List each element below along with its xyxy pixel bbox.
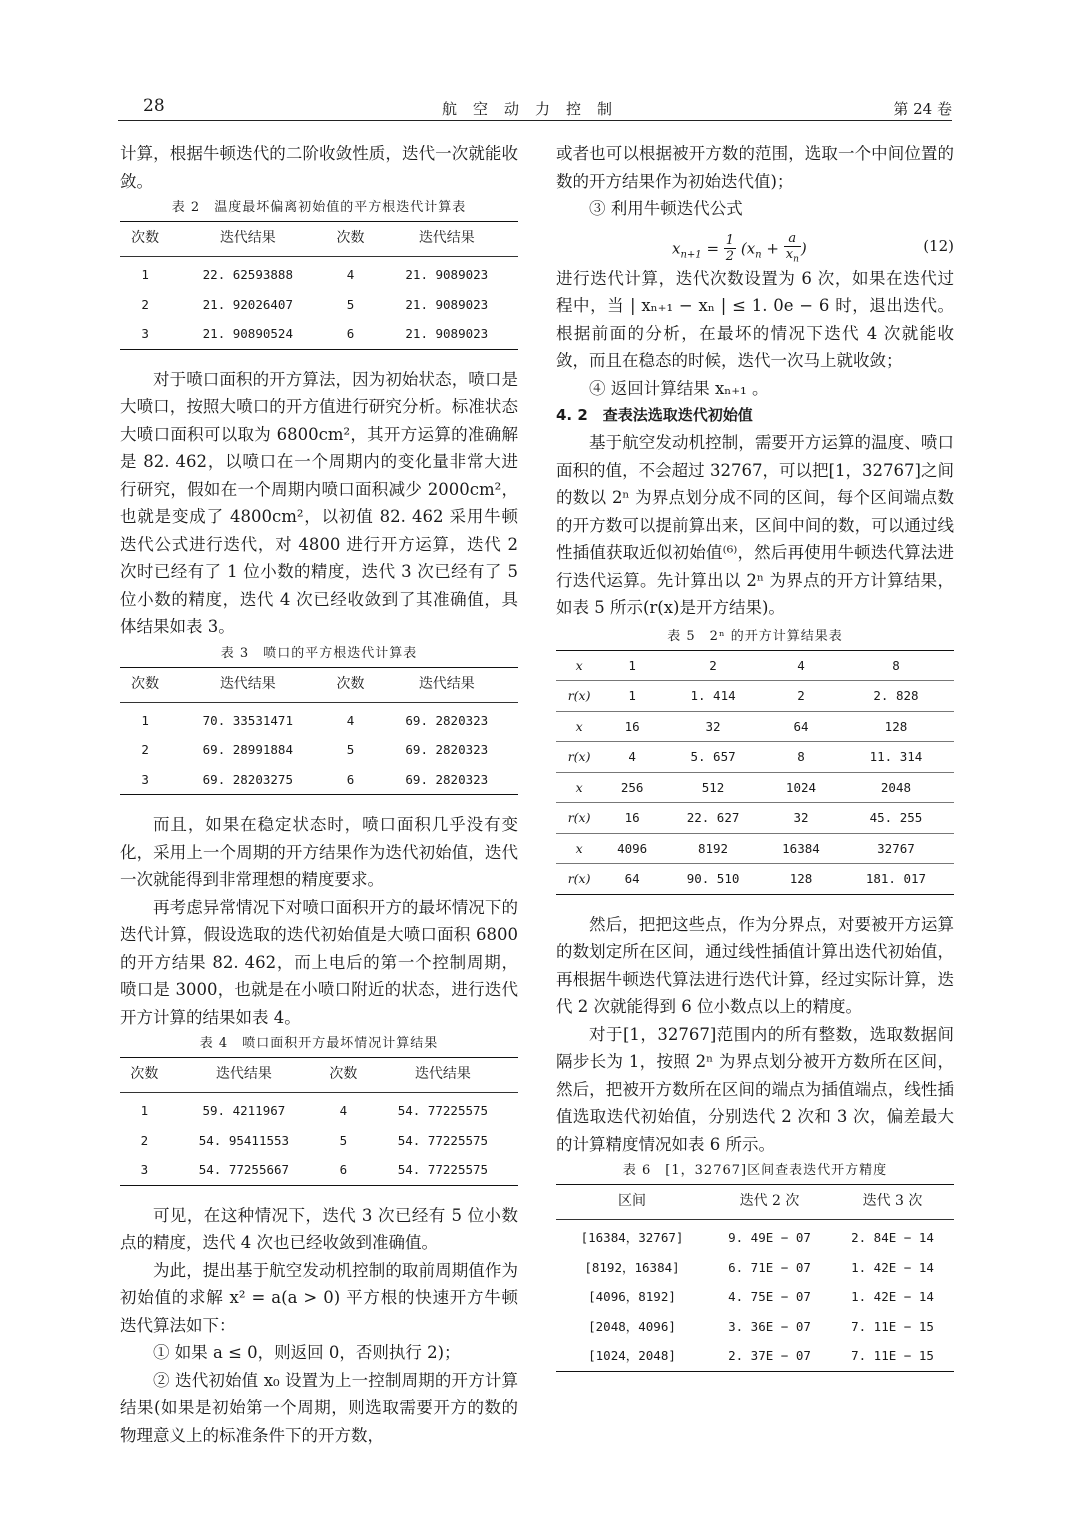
table-cell: 69. 28991884	[202, 742, 293, 757]
table-5	[556, 650, 954, 895]
paragraph-lookup: 基于航空发动机控制，需要开方运算的温度、喷口面积的值，不会超过 32767，可以把[1，32767]之间的数以 2ⁿ 为界点划分成不同的区间，每个区间端点数的开方数可以提前算出来，区间中间的数，可以通过线性插值获取近似初始值⁽⁶⁾，然后再使用牛顿迭代算法进行迭代运算。先计算出以 2ⁿ 为界点的开方计算结果，如表 5 所示(r(x)是开方结果)。	[556, 433, 954, 617]
table-row	[120, 1093, 518, 1126]
page-number: 28	[143, 96, 165, 116]
table-4	[120, 1057, 518, 1186]
table-row	[556, 1312, 954, 1342]
fraction-x-subscript: n	[793, 254, 799, 265]
table4-caption: 表 4 喷口面积开方最坏情况计算结果	[199, 1036, 439, 1051]
table-cell: 2. 828	[838, 681, 954, 712]
table-cell: 4	[602, 742, 662, 773]
table-cell: 22. 62593888	[202, 267, 293, 282]
table-cell: 5	[346, 742, 355, 757]
table-header: 迭代 2 次	[708, 1185, 831, 1220]
table-cell: 5. 657	[662, 742, 764, 773]
table-cell: x	[556, 772, 602, 803]
table-cell: 59. 4211967	[202, 1103, 286, 1118]
paragraph-continued: 或者也可以根据被开方数的范围，选取一个中间位置的数的开方结果作为初始迭代值)；	[556, 144, 954, 191]
table-cell: 11. 314	[838, 742, 954, 773]
paragraph-then: 然后，把把这些点，作为分界点，对要被开方运算的数划定所在区间，通过线性插值计算出迭代初始值，再根据牛顿迭代算法进行迭代计算，经过实际计算，迭代 2 次就能得到 6 位小数点以上的精度。	[556, 914, 954, 1016]
table-cell: 6	[339, 1162, 348, 1177]
table-cell: 69. 2820323	[405, 712, 489, 728]
table-cell: 64	[624, 871, 640, 886]
table-cell: 8192	[662, 833, 764, 864]
table-cell: 7. 11E − 15	[851, 1348, 934, 1363]
table-header: 次数	[120, 1058, 169, 1093]
equation-number: (12)	[923, 236, 954, 255]
table-row	[120, 257, 518, 290]
section-heading-4-2: 4. 2 查表法选取迭代初始值	[556, 406, 753, 424]
table-cell: x	[556, 650, 602, 681]
table-header: 次数	[319, 1058, 368, 1093]
table6-caption: 表 6 [1，32767]区间查表迭代开方精度	[622, 1163, 888, 1178]
table-cell: 45. 255	[838, 803, 954, 834]
table-cell: 1. 42E − 14	[851, 1259, 934, 1275]
table-cell: 70. 33531471	[202, 712, 293, 728]
running-header	[118, 98, 952, 121]
table-cell: [4096，8192]	[588, 1289, 676, 1304]
table-cell: 4096	[602, 833, 662, 864]
formula-subscript-n: n	[755, 248, 762, 260]
paragraph-intro: 计算，根据牛顿迭代的二阶收敛性质，迭代一次就能收敛。	[120, 144, 518, 191]
table-cell: 54. 95411553	[198, 1132, 290, 1148]
table-cell: 16384	[764, 833, 838, 864]
paragraph-nozzle: 对于喷口面积的开方算法，因为初始状态，喷口是大喷口，按照大喷口的开方值进行研究分析。标准状态大喷口面积可以取为 6800cm²，其开方运算的准确解是 82. 462，以喷口在一个周期内的变化量非常大进行研究，假如在一个周期内喷口面积减少 2000cm²，也就是变成了 4800cm²，以初值 82. 462 采用牛顿迭代公式进行迭代，对 4800 进行开方运算，迭代 2 次时已经有了 1 位小数的精度，迭代 3 次已经有了 5 位小数的精度，迭代 4 次已经收敛到了其准确值，具体结果如表 3。	[120, 369, 518, 636]
formula-open: (x	[740, 238, 756, 257]
fraction-denominator: 2	[725, 249, 735, 265]
table-row	[556, 681, 954, 712]
table-cell: 128	[789, 871, 813, 886]
table-cell: 4	[339, 1103, 348, 1118]
table-cell: 3	[140, 1162, 149, 1177]
table-cell: 21. 9089023	[405, 296, 489, 312]
table-cell: 2048	[838, 772, 954, 803]
fraction-x: x	[785, 246, 794, 262]
table-cell: [8192，16384]	[584, 1259, 680, 1275]
table-header: 迭代结果	[169, 1058, 319, 1093]
table-cell: x	[556, 833, 602, 864]
table-cell: 69. 28203275	[202, 771, 293, 787]
fraction-numerator-a: a	[784, 231, 801, 247]
table-cell: 1	[141, 712, 149, 728]
table-cell: 1	[602, 681, 662, 712]
table-header: 迭代结果	[170, 667, 325, 702]
left-column	[120, 140, 518, 1449]
table-cell: 1. 414	[662, 681, 764, 712]
table-row	[120, 319, 518, 349]
table-row	[120, 290, 518, 320]
right-column	[556, 140, 954, 1378]
table-cell: 64	[764, 711, 838, 742]
table-cell: 4. 75E − 07	[728, 1289, 811, 1304]
table-cell: 6	[346, 771, 355, 787]
table-header: 次数	[325, 222, 375, 257]
table-cell: 90. 510	[686, 871, 740, 886]
table-cell: 69. 2820323	[405, 771, 489, 787]
table-cell: 21. 90890524	[202, 326, 293, 341]
table-header: 区间	[556, 1185, 708, 1220]
table-cell: 2	[140, 1132, 149, 1148]
table-cell: 32	[662, 711, 764, 742]
table-cell: 4	[346, 712, 355, 728]
table-6	[556, 1184, 954, 1372]
paragraph-propose: 为此，提出基于航空发动机控制的取前周期值作为初始值的求解 x² = a(a > 0) 平方根的快速开方牛顿迭代算法如下：	[120, 1260, 518, 1335]
table-cell: 16	[602, 711, 662, 742]
table-header: 次数	[325, 667, 375, 702]
table-cell: x	[556, 711, 602, 742]
table-row	[556, 1220, 954, 1253]
table-cell: 1024	[764, 772, 838, 803]
journal-title: 航空动力控制	[441, 100, 628, 118]
table-cell: 128	[838, 711, 954, 742]
table-cell: 512	[662, 772, 764, 803]
table-cell: 2	[662, 650, 764, 681]
table-cell: 256	[602, 772, 662, 803]
table-row	[120, 1126, 518, 1156]
table-cell: 2. 84E − 14	[851, 1230, 934, 1245]
table-cell: r(x)	[556, 742, 602, 773]
table-row	[556, 864, 954, 895]
table-cell: 3	[141, 771, 149, 787]
table-cell: 5	[346, 296, 355, 312]
table-cell: 3	[141, 326, 149, 341]
table-header: 迭代结果	[376, 222, 518, 257]
table-row	[120, 765, 518, 795]
table-row	[556, 803, 954, 834]
table-cell: 8	[838, 650, 954, 681]
table-header: 次数	[120, 667, 170, 702]
table-cell: 4	[764, 650, 838, 681]
formula-close: )	[800, 238, 807, 257]
table-cell: r(x)	[567, 871, 591, 886]
table-cell: 3. 36E − 07	[728, 1318, 811, 1334]
table-header: 迭代 3 次	[831, 1185, 954, 1220]
table2-caption: 表 2 温度最坏偏离初始值的平方根迭代计算表	[171, 200, 467, 215]
table-cell: 9. 49E − 07	[728, 1230, 811, 1245]
table-3	[120, 667, 518, 796]
table-cell: 16	[602, 803, 662, 834]
algorithm-step-2: ② 迭代初始值 x₀ 设置为上一控制周期的开方计算结果(如果是初始第一个周期，则选取需要开方的数的物理意义上的标准条件下的开方数，	[120, 1370, 518, 1445]
table-cell: 21. 92026407	[202, 296, 293, 312]
table-cell: 54. 77225575	[397, 1132, 489, 1148]
table-cell: [1024，2048]	[588, 1348, 676, 1363]
table-row	[120, 1155, 518, 1185]
formula-equals: =	[706, 238, 720, 257]
paragraph-steady: 而且，如果在稳定状态时，喷口面积几乎没有变化，采用上一个周期的开方结果作为迭代初始值，迭代一次就能得到非常理想的精度要求。	[120, 815, 518, 889]
table-2	[120, 221, 518, 350]
formula-lhs-subscript: n+1	[680, 248, 702, 260]
table-header: 迭代结果	[170, 222, 325, 257]
table-cell: [16384，32767]	[580, 1230, 684, 1245]
table-row	[556, 650, 954, 681]
table-row	[120, 702, 518, 735]
table-cell: 2	[141, 296, 149, 312]
fraction-numerator: 1	[725, 233, 735, 249]
table-cell: 32767	[838, 833, 954, 864]
fraction-a-over-x	[784, 231, 801, 268]
table-cell: [2048，4096]	[588, 1318, 676, 1334]
table-cell: 22. 627	[662, 803, 764, 834]
table-row	[556, 1341, 954, 1371]
table-cell: r(x)	[556, 803, 602, 834]
table-cell: 1	[140, 1103, 149, 1118]
paragraph-visible: 可见，在这种情况下，迭代 3 次已经有 5 位小数点的精度，迭代 4 次也已经收敛到准确值。	[120, 1205, 518, 1252]
newton-formula	[556, 223, 954, 265]
table-row	[556, 1282, 954, 1312]
algorithm-step-1: ① 如果 a ≤ 0，则返回 0，否则执行 2)；	[153, 1343, 461, 1362]
table-cell: 69. 2820323	[405, 742, 489, 757]
table-cell: 54. 77225575	[397, 1103, 489, 1118]
table-cell: 181. 017	[865, 871, 927, 886]
table-cell: 8	[764, 742, 838, 773]
table-cell: 5	[339, 1132, 348, 1148]
paragraph-abnormal: 再考虑异常情况下对喷口面积开方的最坏情况下的迭代计算，假设选取的迭代初始值是大喷口面积 6800 的开方结果 82. 462，而上电后的第一个控制周期，喷口是 3000，也就是在小喷口附近的状态，进行迭代开方计算的结果如表 4。	[120, 897, 518, 1027]
table-header: 迭代结果	[376, 667, 518, 702]
table-cell: 54. 77225575	[397, 1162, 489, 1177]
table-cell: 21. 9089023	[405, 326, 489, 341]
volume-label: 第 24 卷	[893, 100, 952, 118]
table-cell: 6. 71E − 07	[728, 1259, 811, 1275]
table5-caption: 表 5 2ⁿ 的开方计算结果表	[667, 628, 843, 644]
table-cell: 54. 77255667	[198, 1162, 290, 1177]
table-row	[120, 735, 518, 765]
table-cell: 1. 42E − 14	[851, 1289, 934, 1304]
table-header: 次数	[120, 222, 170, 257]
table-row	[556, 1253, 954, 1283]
table-header: 迭代结果	[368, 1058, 518, 1093]
algorithm-step-3: ③ 利用牛顿迭代公式	[589, 199, 743, 218]
fraction-denominator-x	[784, 247, 801, 268]
table-cell: 1	[602, 650, 662, 681]
table-cell: 2. 37E − 07	[728, 1348, 811, 1363]
table-row	[556, 833, 954, 864]
paragraph-range: 对于[1，32767]范围内的所有整数，选取数据间隔步长为 1，按照 2ⁿ 为界点划分被开方数所在区间，然后，把被开方数所在区间的端点为插值端点，线性插值选取迭代初始值，分别迭代 2 次和 3 次，偏差最大的计算精度情况如表 6 所示。	[556, 1024, 954, 1154]
table-cell: 21. 9089023	[405, 267, 489, 282]
algorithm-step-4: ④ 返回计算结果 xₙ₊₁ 。	[589, 378, 769, 398]
table3-caption: 表 3 喷口的平方根迭代计算表	[220, 645, 418, 661]
formula-lhs: x	[672, 238, 681, 257]
table-cell: 7. 11E − 15	[851, 1318, 934, 1334]
table-cell: 32	[764, 803, 838, 834]
table-row	[556, 772, 954, 803]
formula-plus: +	[761, 238, 784, 257]
table-row	[556, 742, 954, 773]
table-cell: 2	[764, 681, 838, 712]
paragraph-iteration: 进行迭代计算，迭代次数设置为 6 次，如果在迭代过程中，当 | xₙ₊₁ − xₙ | ≤ 1. 0e − 6 时，退出迭代。根据前面的分析，在最坏的情况下迭代 4 次就能收敛，而且在稳态的时候，迭代一次马上就收敛；	[556, 268, 954, 370]
table-cell: 1	[141, 267, 149, 282]
table-cell: 6	[346, 326, 355, 341]
table-cell: 4	[346, 267, 355, 282]
table-row	[556, 711, 954, 742]
table-cell: 2	[141, 742, 149, 757]
fraction-half	[724, 233, 736, 264]
table-cell: r(x)	[556, 681, 602, 712]
